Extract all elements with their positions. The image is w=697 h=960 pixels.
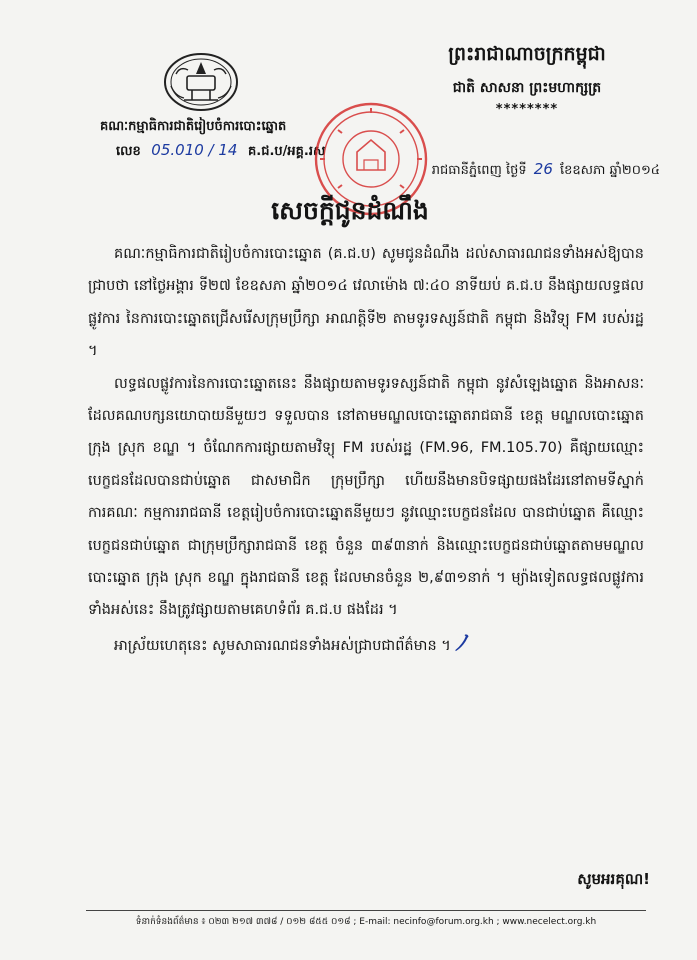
body-paragraph: លទ្ធផលផ្លូវការនៃការបោះឆ្នោតនេះ នឹងផ្សាយតាមទូរទស្សន៍ជាតិ កម្ពុជា នូវសំឡេងឆ្នោត និងអាសនៈដែលគណបក្សនយោបាយនីមួយៗ ទទួលបាន នៅតាមមណ្ឌលបោះឆ្នោតរាជធានី ខេត្ត មណ្ឌលបោះឆ្នោត ក្រុង ស្រុក ខណ្ឌ ។ ចំណែកការផ្សាយតាមវិទ្យុ FM របស់រដ្ឋ (FM.96, FM.105.70) គឺផ្សាយឈ្មោះបេក្ខជនដែលបានជាប់ឆ្នោត ជាសមាជិក ក្រុមប្រឹក្សា ហើយនឹងមានបិទផ្សាយផងដែរនៅតាមទីស្នាក់ការគណៈ កម្មការរាជធានី ខេត្តរៀបចំការបោះឆ្នោតនីមួយៗ នូវឈ្មោះបេក្ខជនដែល បានជាប់ឆ្នោត គឺឈ្មោះបេក្ខជនជាប់ឆ្នោត ជាក្រុមប្រឹក្សារាជធានី ខេត្ត ចំនួន ៣៩៣នាក់ និងឈ្មោះបេក្ខជនជាប់ឆ្នោតតាមមណ្ឌលបោះឆ្នោត ក្រុង ស្រុក ខណ្ឌ ក្នុងរាជធានី ខេត្ត ដែលមានចំនួន ២,៩៣១នាក់ ។ ម្យ៉ាងទៀតលទ្ធផលផ្លូវការទាំងអស់នេះ នឹងត្រូវផ្សាយតាមគេហទំព័រ គ.ជ.ប ផងដែរ ។ — [88, 375, 644, 619]
organization-name: គណៈកម្មាធិការជាតិរៀបចំការបោះឆ្នោត — [100, 119, 287, 134]
national-motto: ជាតិ សាសនា ព្រះមហាក្សត្រ — [452, 80, 602, 96]
notice-body — [88, 238, 644, 662]
contact-footer: ទំនាក់ទំនងព័ត៌មាន ៖ ០២៣ ២១៧ ៣៧៨ / ០១២ ៨៥៥ ០១៨ ; E-mail: necinfo@forum.org.kh ; www.necelect.org.kh — [135, 917, 597, 927]
thanks-text: សូមអរគុណ! — [577, 870, 650, 888]
closing-text: អាស្រ័យហេតុនេះ សូមសាធារណជនទាំងអស់ជ្រាបជាព័ត៌មាន ។ — [114, 637, 451, 654]
reference-number: 05.010 / 14 — [151, 141, 238, 159]
signature-initial-icon: ﾉ — [455, 630, 466, 655]
reference-suffix: គ.ជ.ប/អគ្គ.រស — [248, 144, 326, 159]
date-line — [335, 160, 660, 181]
closing-line — [88, 627, 644, 662]
reference-prefix: លេខ — [116, 144, 141, 159]
nec-emblem-icon — [162, 52, 240, 112]
motto-stars: ******** — [495, 102, 559, 117]
date-prefix: រាជធានីភ្នំពេញ ថ្ងៃទី — [431, 163, 527, 178]
date-suffix: ខែឧសភា ឆ្នាំ២០១៤ — [560, 163, 660, 178]
reference-line — [116, 141, 325, 162]
body-paragraph: គណៈកម្មាធិការជាតិរៀបចំការបោះឆ្នោត (គ.ជ.ប) សូមជូនដំណឹង ដល់សាធារណជនទាំងអស់ឱ្យបានជ្រាបថា នៅថ្ងៃអង្គារ ទី២៧ ខែឧសភា ឆ្នាំ២០១៤ វេលាម៉ោង ៧:៤០ នាទីយប់ គ.ជ.ប នឹងផ្សាយលទ្ធផលផ្លូវការ នៃការបោះឆ្នោតជ្រើសរើសក្រុមប្រឹក្សា អាណត្តិទី២ តាមទូរទស្សន៍ជាតិ កម្ពុជា និងវិទ្យុ FM របស់រដ្ឋ ។ — [88, 246, 644, 360]
document-title: សេចក្ដីជូនដំណឹង — [271, 196, 429, 225]
kingdom-heading: ព្រះរាជាណាចក្រកម្ពុជា — [448, 43, 606, 65]
date-day: 26 — [533, 160, 553, 178]
footer-divider — [86, 910, 646, 911]
